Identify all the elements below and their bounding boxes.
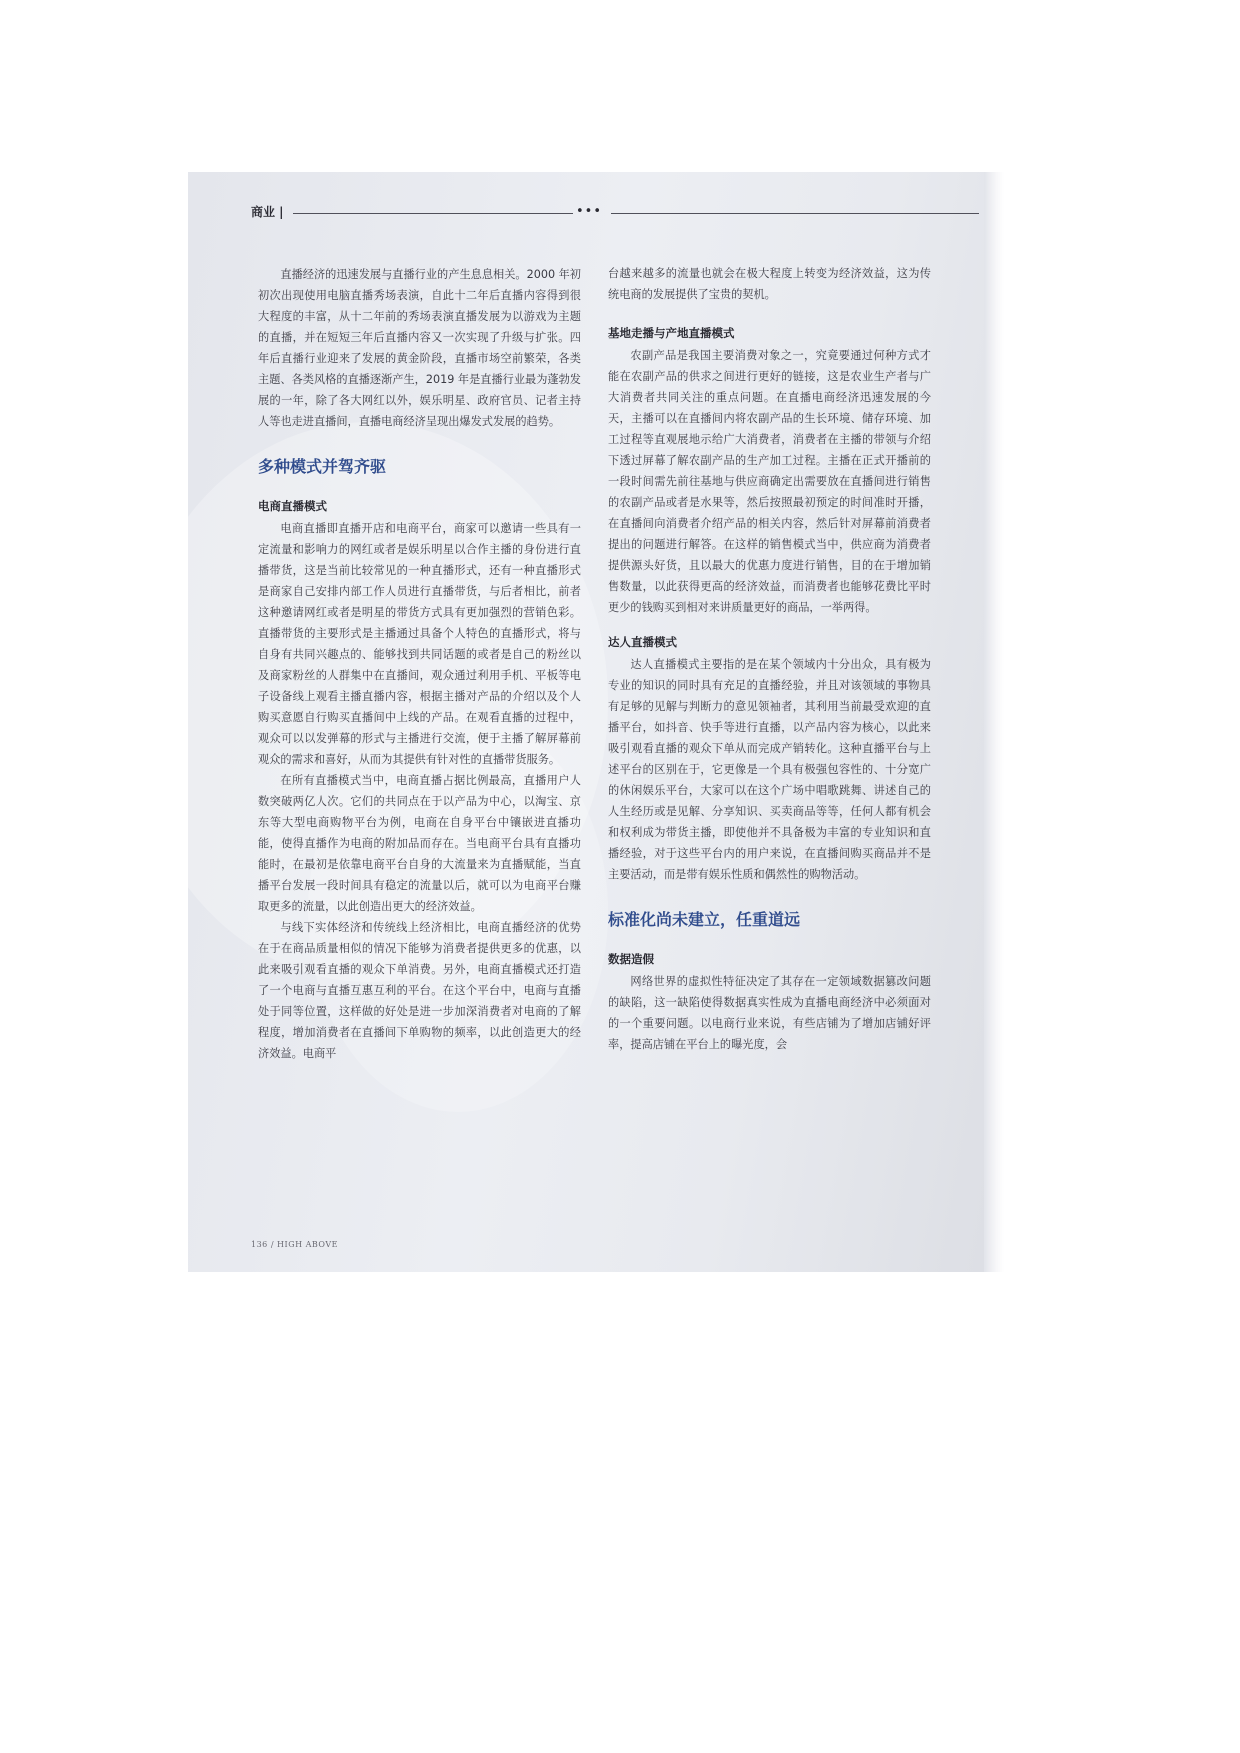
paragraph: 在所有直播模式当中，电商直播占据比例最高，直播用户人数突破两亿人次。它们的共同点在于以产品为中心，以淘宝、京东等大型电商购物平台为例，电商在自身平台中镶嵌进直播功能，使得直播作为电商的附加品而存在。当电商平台具有直播功能时，在最初是依靠电商平台自身的大流量来为直播赋能，当直播平台发展一段时间具有稳定的流量以后，就可以为电商平台赚取更多的流量，以此创造出更大的经济效益。 — [258, 774, 581, 913]
subheading-data-fraud: 数据造假 — [608, 952, 654, 966]
header-rule-left — [293, 213, 573, 214]
running-header — [251, 202, 979, 222]
paragraph: 网络世界的虚拟性特征决定了其存在一定领域数据篡改问题的缺陷，这一缺陷使得数据真实性成为直播电商经济中必须面对的一个重要问题。以电商行业来说，有些店铺为了增加店铺好评率，提高店铺在平台上的曝光度，会 — [608, 975, 931, 1051]
section-tag: 商业 | — [251, 205, 284, 219]
intro-paragraph: 直播经济的迅速发展与直播行业的产生息息相关。2000 年初初次出现使用电脑直播秀场表演，自此十二年后直播内容得到很大程度的丰富，从十二年前的秀场表演直播发展为以游戏为主题的直播，并在短短三年后直播内容又一次实现了升级与扩张。四年后直播行业迎来了发展的黄金阶段，直播市场空前繁荣，各类主题、各类风格的直播逐渐产生，2019 年是直播行业最为蓬勃发展的一年，除了各大网红以外，娱乐明星、政府官员、记者主持人等也走进直播间，直播电商经济呈现出爆发式发展的趋势。 — [258, 268, 581, 428]
paragraph: 与线下实体经济和传统线上经济相比，电商直播经济的优势在于在商品质量相似的情况下能够为消费者提供更多的优惠，以此来吸引观看直播的观众下单消费。另外，电商直播模式还打造了一个电商与直播互惠互利的平台。在这个平台中，电商与直播处于同等位置，这样做的好处是进一步加深消费者对电商的了解程度，增加消费者在直播间下单购物的频率，以此创造更大的经济效益。电商平 — [258, 921, 581, 1060]
left-column — [258, 264, 581, 1064]
subheading-influencer-live: 达人直播模式 — [608, 635, 677, 649]
section-heading-standardization: 标准化尚未建立，任重道远 — [608, 910, 801, 929]
page-folio: 136 / HIGH ABOVE — [251, 1240, 338, 1249]
magazine-page-photo — [188, 172, 1004, 1272]
section-heading-modes: 多种模式并驾齐驱 — [258, 457, 387, 476]
page-fold-shadow — [984, 172, 1004, 1272]
paragraph: 农副产品是我国主要消费对象之一，究竟要通过何种方式才能在农副产品的供求之间进行更好的链接，这是农业生产者与广大消费者共同关注的重点问题。在直播电商经济迅速发展的今天，主播可以在直播间内将农副产品的生长环境、储存环境、加工过程等直观展地示给广大消费者，消费者在主播的带领与介绍下透过屏幕了解农副产品的生产加工过程。主播在正式开播前的一段时间需先前往基地与供应商确定出需要放在直播间进行销售的农副产品或者是水果等，然后按照最初预定的时间准时开播，在直播间向消费者介绍产品的相关内容，然后针对屏幕前消费者提出的问题进行解答。在这样的销售模式当中，供应商为消费者提供源头好货，且以最大的优惠力度进行销售，目的在于增加销售数量，以此获得更高的经济效益，而消费者也能够花费比平时更少的钱购买到相对来讲质量更好的商品，一举两得。 — [608, 349, 931, 614]
paragraph: 达人直播模式主要指的是在某个领域内十分出众，具有极为专业的知识的同时具有充足的直播经验，并且对该领域的事物具有足够的见解与判断力的意见领袖者，其利用当前最受欢迎的直播平台，如抖音、快手等进行直播，以产品内容为核心，以此来吸引观看直播的观众下单从而完成产销转化。这种直播平台与上述平台的区别在于，它更像是一个具有极强包容性的、十分宽广的休闲娱乐平台，大家可以在这个广场中唱歌跳舞、讲述自己的人生经历或是见解、分享知识、买卖商品等等，任何人都有机会和权利成为带货主播，即使他并不具备极为丰富的专业知识和直播经验，对于这些平台内的用户来说，在直播间购买商品并不是主要活动，而是带有娱乐性质和偶然性的购物活动。 — [608, 658, 931, 881]
header-dots: ••• — [576, 204, 603, 219]
right-column — [608, 263, 931, 1055]
paragraph: 电商直播即直播开店和电商平台，商家可以邀请一些具有一定流量和影响力的网红或者是娱乐明星以合作主播的身份进行直播带货，这是当前比较常见的一种直播形式，还有一种直播形式是商家自己安排内部工作人员进行直播带货，与后者相比，前者这种邀请网红或者是明星的带货方式具有更加强烈的营销色彩。直播带货的主要形式是主播通过具备个人特色的直播形式，将与自身有共同兴趣点的、能够找到共同话题的或者是自己的粉丝以及商家粉丝的人群集中在直播间，观众通过利用手机、平板等电子设备线上观看主播直播内容，根据主播对产品的介绍以及个人购买意愿自行购买直播间中上线的产品。在观看直播的过程中，观众可以以发弹幕的形式与主播进行交流，便于主播了解屏幕前观众的需求和喜好，从而为其提供有针对性的直播带货服务。 — [258, 522, 581, 766]
subheading-base-origin-live: 基地走播与产地直播模式 — [608, 326, 735, 340]
header-rule-right — [611, 213, 979, 214]
subheading-ecommerce-live: 电商直播模式 — [258, 499, 327, 513]
continued-paragraph: 台越来越多的流量也就会在极大程度上转变为经济效益，这为传统电商的发展提供了宝贵的契机。 — [608, 267, 931, 301]
